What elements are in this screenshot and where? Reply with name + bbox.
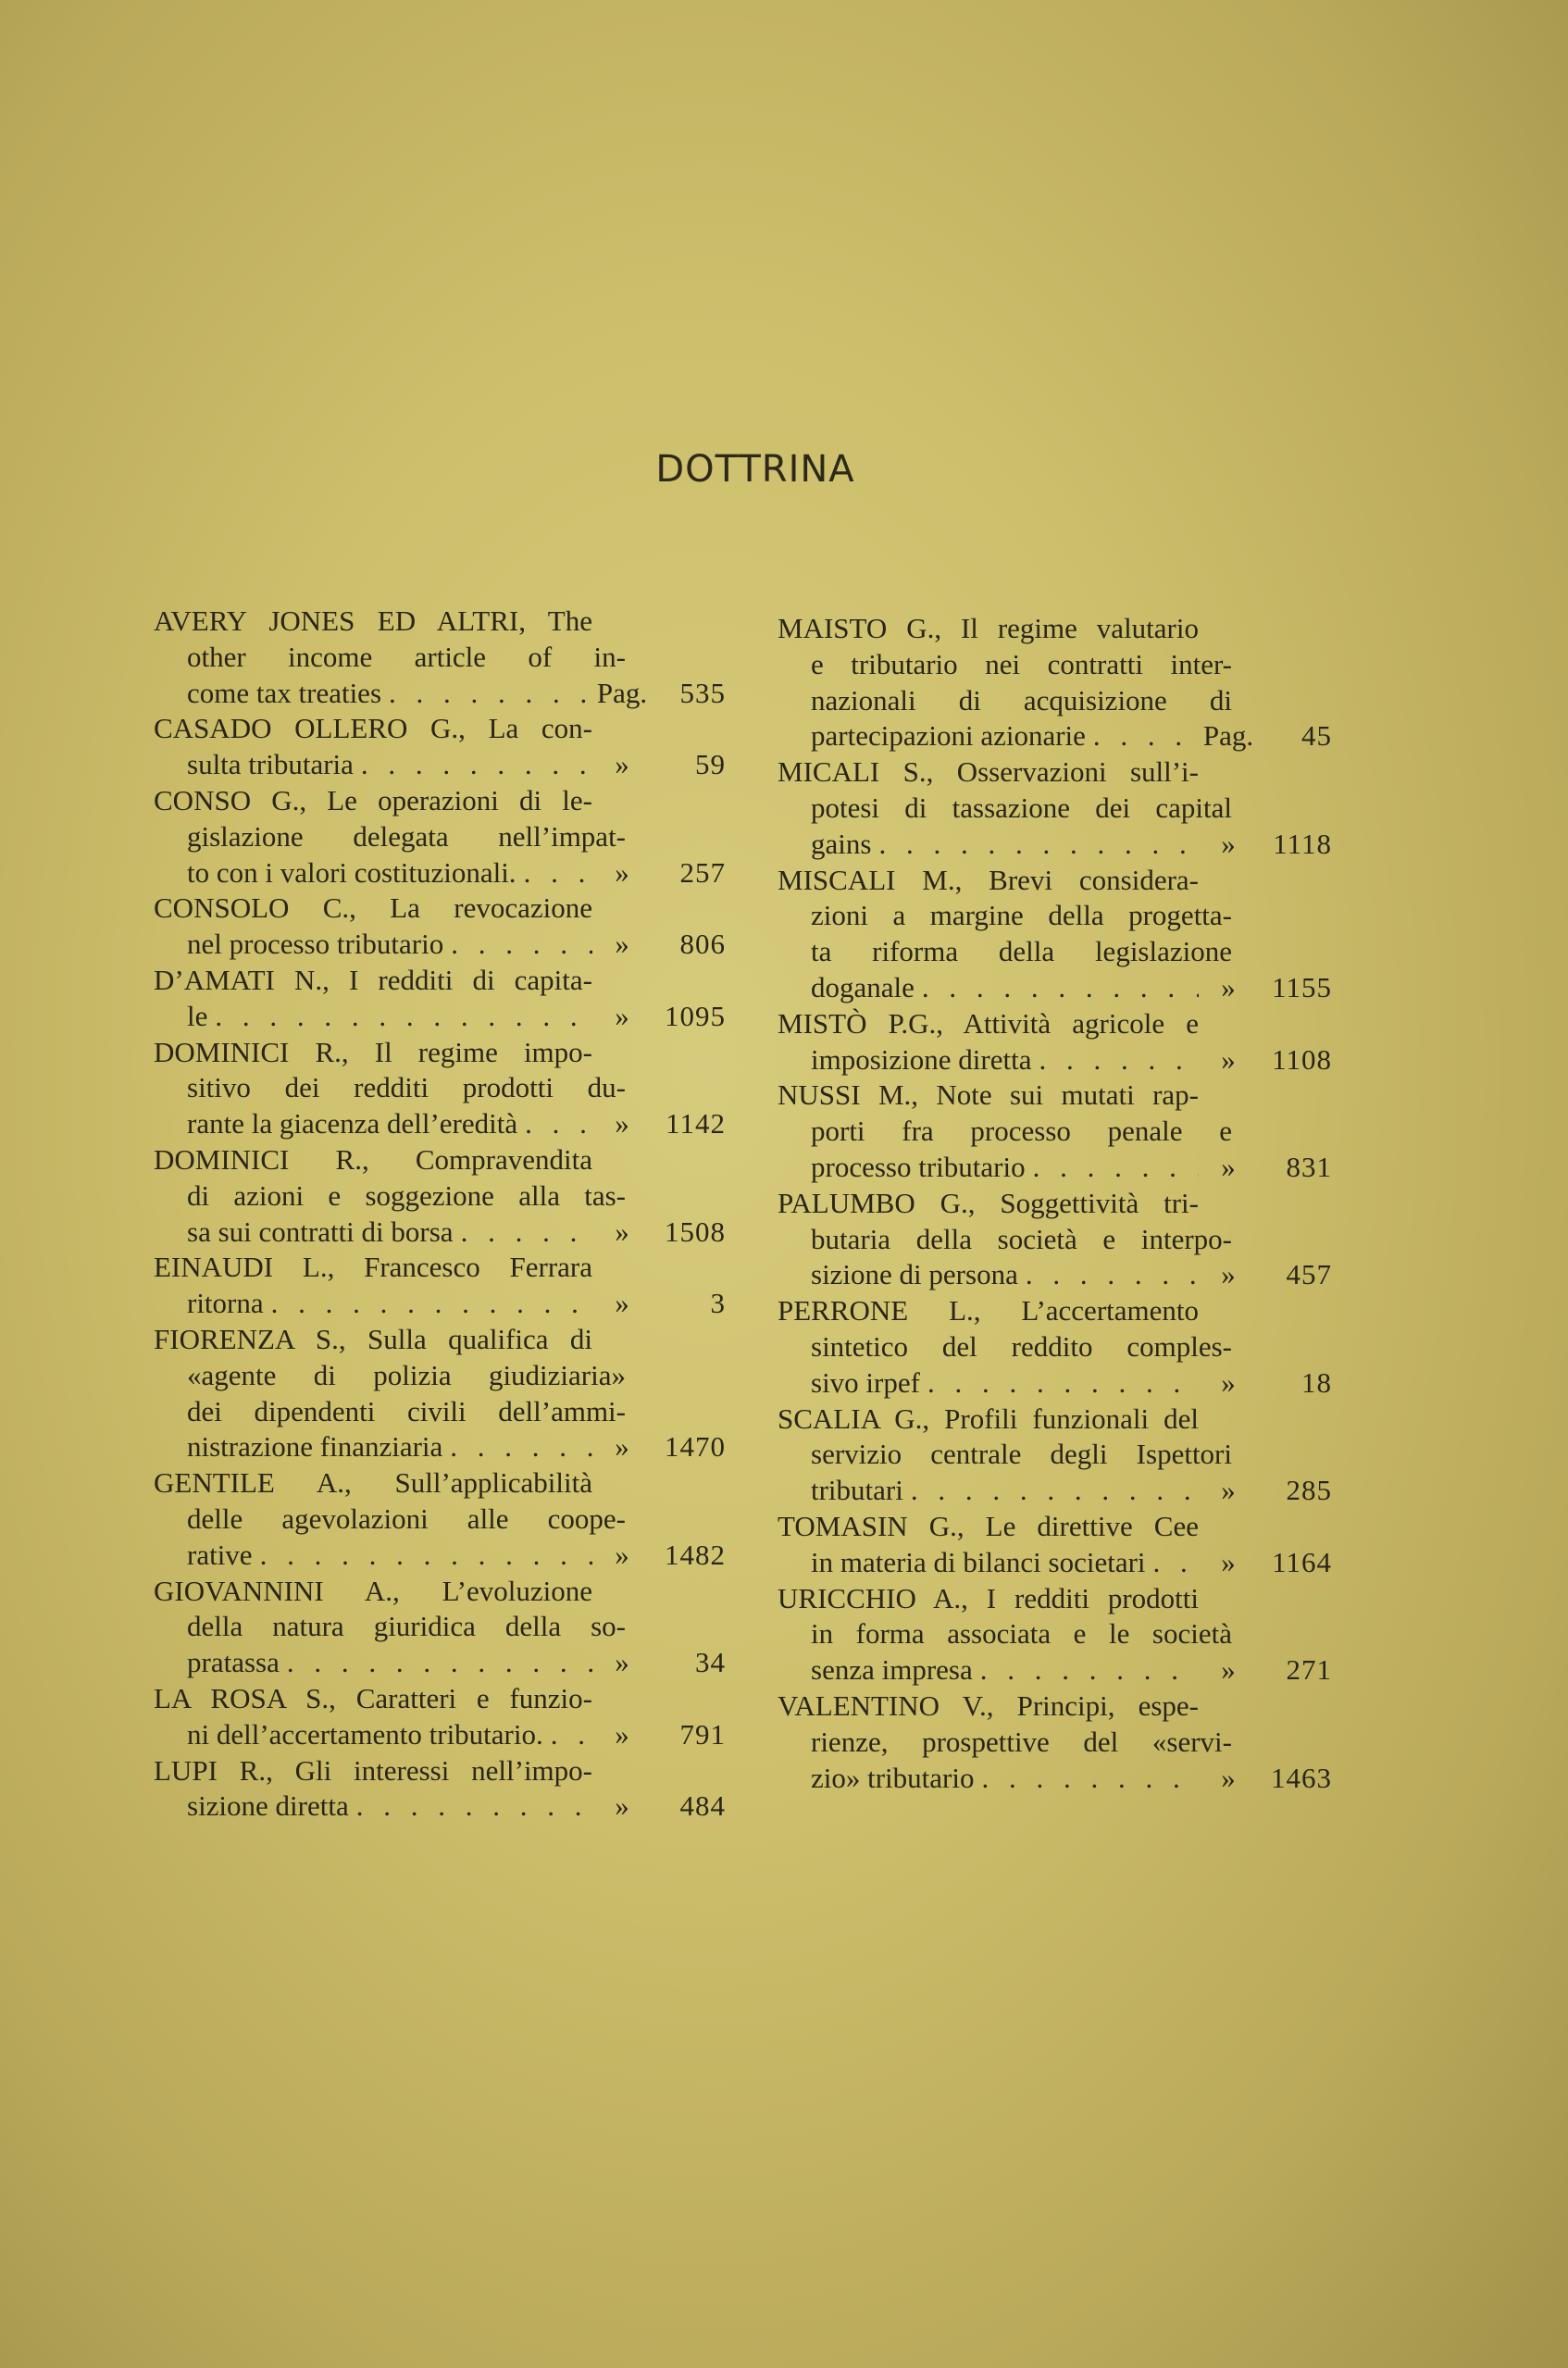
entry-last-line — [154, 1286, 725, 1322]
entry-title-line: rative — [187, 1538, 253, 1571]
page-number: 285 — [1286, 1474, 1332, 1507]
index-entry — [778, 1186, 1340, 1293]
index-entry — [778, 1581, 1340, 1689]
entry-author-line: AVERY JONES ED ALTRI, The — [154, 604, 592, 637]
entry-author-line: GIOVANNINI A., L’evoluzione — [154, 1574, 592, 1607]
entry-last-line — [778, 1652, 1340, 1689]
page-number: 45 — [1301, 719, 1332, 753]
index-entry — [154, 604, 725, 711]
page-number: 18 — [1301, 1365, 1332, 1399]
page-number: 3 — [710, 1287, 726, 1320]
page-number: 1155 — [1272, 970, 1332, 1003]
page-number: 484 — [679, 1789, 726, 1823]
index-entry — [154, 711, 725, 783]
section-title: DOTTRINA — [655, 448, 855, 491]
entry-title-line: della natura giuridica della so- — [187, 1610, 626, 1643]
entry-title-line: rante la giacenza dell’eredità — [187, 1107, 518, 1140]
page-number: 535 — [679, 676, 726, 709]
index-entry — [778, 1509, 1340, 1581]
entry-title-line: sivo irpef — [811, 1365, 920, 1399]
page-marker: » — [1221, 1474, 1236, 1507]
index-entry — [154, 963, 725, 1035]
entry-last-line — [154, 999, 725, 1035]
entry-title-line: sizione diretta — [187, 1789, 349, 1823]
page-number: 1164 — [1272, 1545, 1332, 1578]
entry-author-line: LUPI R., Gli interessi nell’impo- — [154, 1753, 592, 1787]
entry-last-line — [154, 1429, 725, 1465]
index-entry — [154, 1250, 725, 1322]
dot-leader — [973, 1652, 1199, 1689]
entry-author-line: DOMINICI R., Il regime impo- — [154, 1035, 592, 1068]
entry-last-line — [778, 1150, 1340, 1186]
page-number: 1482 — [665, 1538, 726, 1571]
entry-title-line: ritorna — [187, 1287, 264, 1320]
entry-title-line: ta riforma della legislazione — [811, 935, 1232, 968]
index-entry — [778, 1689, 1340, 1796]
entry-last-line — [778, 1473, 1340, 1509]
entry-title-line: pratassa — [187, 1646, 280, 1679]
page-number: 1463 — [1271, 1761, 1332, 1794]
page-marker: » — [1221, 1258, 1236, 1291]
entry-last-line — [154, 927, 725, 963]
entry-title-line: nazionali di acquisizione di — [811, 683, 1232, 717]
index-entry — [154, 1681, 725, 1753]
dot-leader — [871, 827, 1199, 863]
entry-last-line — [154, 1215, 725, 1251]
entry-last-line — [154, 676, 725, 712]
dot-leader — [1018, 1257, 1199, 1293]
entry-author-line: MISTÒ P.G., Attività agricole e — [778, 1006, 1199, 1040]
page-number: 1118 — [1273, 827, 1332, 860]
entry-title-line: rienze, prospettive del «servi- — [811, 1725, 1232, 1758]
page-marker: » — [615, 1430, 629, 1464]
dot-leader — [349, 1788, 592, 1825]
entry-title-line: zioni a margine della progetta- — [811, 899, 1232, 932]
entry-title-line: ni dell’accertamento tributario. — [187, 1717, 543, 1751]
index-entry — [778, 754, 1340, 862]
page-marker: » — [1221, 1150, 1236, 1183]
entry-last-line — [154, 1717, 725, 1753]
dot-leader — [354, 747, 592, 783]
entry-title-line: potesi di tassazione dei capital — [811, 791, 1232, 824]
entry-title-line: le — [187, 999, 208, 1032]
entry-last-line — [778, 1761, 1340, 1797]
entry-title-line: servizio centrale degli Ispettori — [811, 1438, 1232, 1471]
entry-title-line: sizione di persona — [811, 1258, 1018, 1291]
entry-author-line: VALENTINO V., Principi, espe- — [778, 1689, 1199, 1722]
entry-author-line: D’AMATI N., I redditi di capita- — [154, 963, 592, 996]
entry-author-line: FIORENZA S., Sulla qualifica di — [154, 1322, 592, 1355]
index-entry — [154, 891, 725, 963]
entry-title-line: sitivo dei redditi prodotti du- — [187, 1071, 626, 1104]
entry-title-line: come tax treaties — [187, 676, 382, 709]
page-number: 806 — [679, 928, 726, 961]
page-marker: » — [615, 1789, 629, 1823]
page-marker: » — [1221, 1761, 1236, 1794]
index-entry — [154, 1753, 725, 1826]
entry-title-line: doganale — [811, 970, 915, 1003]
entry-title-line: nel processo tributario — [187, 928, 444, 961]
page-number: 1108 — [1272, 1042, 1332, 1076]
entry-author-line: CONSO G., Le operazioni di le- — [154, 783, 592, 816]
page-number: 791 — [679, 1717, 726, 1751]
entry-title-line: e tributario nei contratti inter- — [811, 647, 1232, 680]
index-entry — [154, 1322, 725, 1465]
dot-leader — [903, 1473, 1199, 1509]
entry-title-line: di azioni e soggezione alla tas- — [187, 1178, 626, 1212]
index-entry — [154, 1035, 725, 1142]
entry-author-line: MAISTO G., Il regime valutario — [778, 612, 1199, 644]
page-marker: » — [615, 999, 629, 1032]
dot-leader — [1086, 718, 1199, 754]
entry-author-line: MISCALI M., Brevi considera- — [778, 863, 1199, 896]
index-entry — [154, 1465, 725, 1573]
index-entry — [778, 1293, 1340, 1401]
page-marker: » — [615, 1215, 629, 1248]
entry-title-line: butaria della società e interpo- — [811, 1222, 1232, 1255]
entry-author-line: CONSOLO C., La revocazione — [154, 891, 592, 925]
index-column-left — [154, 604, 725, 1825]
entry-title-line: in materia di bilanci societari — [811, 1545, 1146, 1578]
entry-title-line: other income article of in- — [187, 640, 626, 673]
dot-leader — [1146, 1545, 1199, 1581]
entry-last-line — [778, 827, 1340, 863]
page-number: 271 — [1286, 1653, 1332, 1687]
entry-author-line: GENTILE A., Sull’applicabilità — [154, 1466, 592, 1500]
dot-leader — [516, 855, 592, 891]
dot-leader — [442, 1429, 592, 1465]
page-number: 1095 — [665, 999, 726, 1032]
dot-leader — [454, 1215, 592, 1251]
page-marker: » — [615, 1107, 629, 1140]
entry-last-line — [778, 1365, 1340, 1402]
entry-title-line: senza impresa — [811, 1653, 973, 1687]
page-number: 1470 — [665, 1430, 726, 1464]
entry-last-line — [154, 855, 725, 891]
page-number: 34 — [695, 1646, 726, 1679]
entry-author-line: DOMINICI R., Compravendita — [154, 1142, 592, 1176]
page-number: 1508 — [665, 1215, 726, 1248]
entry-author-line: LA ROSA S., Caratteri e funzio- — [154, 1681, 592, 1714]
page-number: 257 — [679, 855, 726, 889]
entry-author-line: NUSSI M., Note sui mutati rap- — [778, 1078, 1199, 1112]
entry-last-line — [778, 970, 1340, 1006]
entry-last-line — [778, 1257, 1340, 1293]
page-marker: » — [1221, 1042, 1236, 1076]
entry-last-line — [778, 1042, 1340, 1078]
dot-leader — [280, 1645, 592, 1681]
entry-last-line — [778, 1545, 1340, 1581]
entry-author-line: PALUMBO G., Soggettività tri- — [778, 1186, 1199, 1219]
dot-leader — [974, 1761, 1199, 1797]
dot-leader — [920, 1365, 1199, 1402]
page-marker: Pag. — [596, 676, 648, 709]
page-marker: » — [615, 928, 629, 961]
entry-last-line — [154, 1788, 725, 1825]
dot-leader — [543, 1717, 592, 1753]
entry-title-line: nistrazione finanziaria — [187, 1430, 443, 1464]
entry-title-line: sintetico del reddito comples- — [811, 1329, 1232, 1363]
dot-leader — [915, 970, 1199, 1006]
entry-title-line: tributari — [811, 1474, 903, 1507]
page-number: 457 — [1286, 1258, 1332, 1291]
page-marker: » — [615, 1646, 629, 1679]
dot-leader — [264, 1286, 592, 1322]
entry-title-line: delle agevolazioni alle coope- — [187, 1502, 626, 1535]
entry-last-line — [154, 747, 725, 783]
entry-title-line: sa sui contratti di borsa — [187, 1215, 454, 1248]
entry-title-line: imposizione diretta — [811, 1042, 1032, 1076]
dot-leader — [207, 999, 592, 1035]
page-marker: » — [615, 855, 629, 889]
index-column-right — [778, 611, 1340, 1796]
entry-last-line — [154, 1538, 725, 1574]
page-number: 1142 — [666, 1107, 726, 1140]
entry-author-line: SCALIA G., Profili funzionali del — [778, 1402, 1199, 1435]
entry-title-line: «agente di polizia giudiziaria» — [187, 1358, 626, 1391]
page-marker: » — [615, 1538, 629, 1571]
page-marker: » — [615, 1717, 629, 1751]
dot-leader — [517, 1106, 592, 1142]
dot-leader — [381, 676, 592, 712]
index-entry — [154, 783, 725, 891]
entry-last-line — [154, 1106, 725, 1142]
dot-leader — [443, 927, 592, 963]
entry-title-line: zio» tributario — [811, 1761, 975, 1794]
page-marker: » — [1221, 1365, 1236, 1399]
entry-author-line: EINAUDI L., Francesco Ferrara — [154, 1251, 592, 1284]
entry-author-line: PERRONE L., L’accertamento — [778, 1294, 1199, 1327]
index-entry — [154, 1142, 725, 1250]
entry-author-line: MICALI S., Osservazioni sull’i- — [778, 755, 1199, 789]
entry-title-line: gains — [811, 827, 872, 860]
entry-author-line: TOMASIN G., Le direttive Cee — [778, 1509, 1199, 1542]
entry-title-line: to con i valori costituzionali. — [187, 855, 516, 889]
dot-leader — [253, 1538, 592, 1574]
entry-author-line: CASADO OLLERO G., La con- — [154, 712, 592, 745]
index-entry — [778, 1006, 1340, 1078]
page-number: 831 — [1286, 1150, 1332, 1183]
index-entry — [778, 1402, 1340, 1509]
entry-title-line: processo tributario — [811, 1150, 1026, 1183]
index-entry — [778, 863, 1340, 1006]
page-number: 59 — [695, 748, 726, 781]
index-entry — [778, 1078, 1340, 1185]
entry-title-line: dei dipendenti civili dell’ammi- — [187, 1394, 626, 1427]
dot-leader — [1026, 1150, 1199, 1186]
page-marker: » — [615, 1287, 629, 1320]
page-marker: » — [1221, 827, 1236, 860]
page-marker: » — [1221, 970, 1236, 1003]
entry-title-line: porti fra processo penale e — [811, 1115, 1232, 1148]
entry-title-line: gislazione delegata nell’impat- — [187, 819, 626, 853]
entry-last-line — [778, 718, 1340, 754]
page-marker: » — [615, 748, 629, 781]
entry-title-line: in forma associata e le società — [811, 1617, 1232, 1651]
entry-last-line — [154, 1645, 725, 1681]
page-marker: Pag. — [1202, 719, 1254, 753]
page-marker: » — [1221, 1653, 1236, 1687]
index-entry — [154, 1574, 725, 1681]
dot-leader — [1031, 1042, 1199, 1078]
index-entry — [778, 611, 1340, 754]
entry-title-line: sulta tributaria — [187, 748, 354, 781]
page-marker: » — [1221, 1545, 1236, 1578]
entry-title-line: partecipazioni azionarie — [811, 719, 1086, 753]
entry-author-line: URICCHIO A., I redditi prodotti — [778, 1581, 1199, 1614]
